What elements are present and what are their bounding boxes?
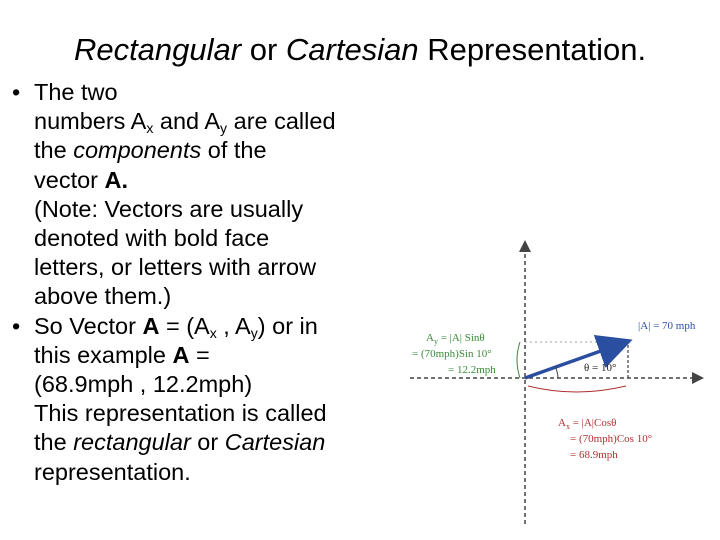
ax-label-line1: $A_x = |A|Cos\theta$: [558, 417, 617, 431]
ay-label-line1: $A_y = |A|$ Sinθ: [426, 332, 485, 346]
bullet-components: [12, 78, 392, 312]
bullet-line: numbers $A_x$ and $A_y$ are called: [34, 108, 336, 137]
ax-bracket: [528, 386, 626, 392]
title-rectangular: Rectangular: [73, 32, 242, 67]
bullet-line: The two: [34, 79, 118, 105]
bullet-line: this example A =: [34, 341, 210, 368]
ay-bracket: [517, 342, 520, 378]
bullet-dot: •: [12, 79, 21, 105]
bullet-line: vector A.: [34, 166, 129, 193]
bullet-line: the components of the: [34, 137, 267, 164]
magnitude-label: |A| = 70 mph: [638, 320, 696, 332]
bullet-vector-a: [12, 312, 392, 487]
ax-label-line2: = (70mph)Cos 10°: [570, 433, 653, 445]
ay-label-line3: = 12.2mph: [448, 364, 496, 376]
bullet-line: denoted with bold face: [34, 225, 270, 252]
bullet-line: above them.): [34, 283, 172, 310]
bullet-line: letters, or letters with arrow: [34, 254, 317, 281]
bullet-line: representation.: [34, 458, 191, 485]
title-or: or: [241, 32, 286, 67]
slide-title: [0, 30, 720, 70]
bullet-line: (Note: Vectors are usually: [34, 195, 304, 222]
vector-components-diagram: [398, 238, 710, 528]
ay-label-line2: = (70mph)Sin 10°: [412, 348, 492, 360]
title-cartesian: Cartesian: [285, 32, 419, 67]
bullet-dot: •: [12, 312, 21, 339]
bullet-list: [12, 78, 392, 487]
bullet-line: the rectangular or Cartesian: [34, 429, 326, 456]
angle-label: θ = 10°: [584, 362, 617, 374]
bullet-line: (68.9mph , 12.2mph): [34, 371, 253, 398]
bullet-line: This representation is called: [34, 400, 327, 427]
ax-label-line3: = 68.9mph: [570, 449, 618, 461]
title-representation: Representation.: [418, 32, 647, 67]
bullet-line: So Vector $A = (A_x$ , $A_y$) or in: [34, 312, 318, 341]
